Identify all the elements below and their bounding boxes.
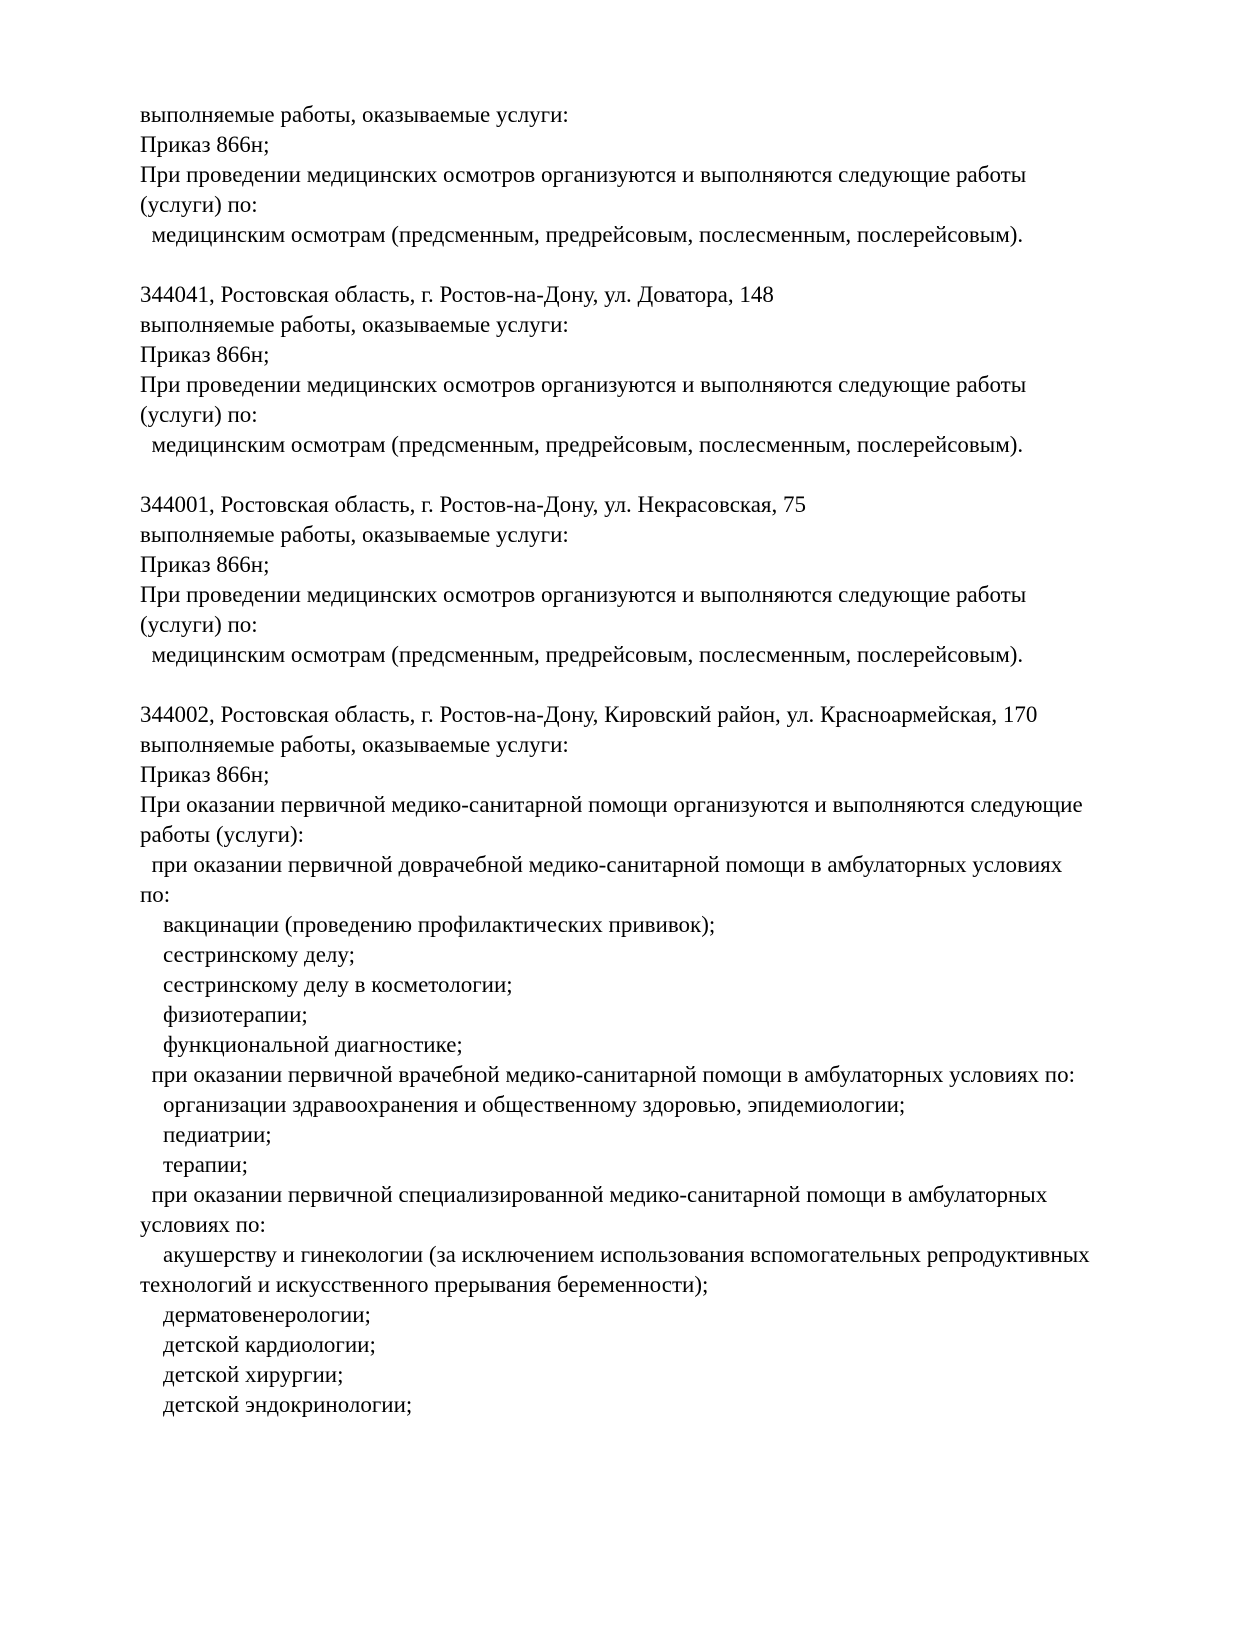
text-line: технологий и искусственного прерывания беременности);	[140, 1272, 709, 1297]
text-line: 344002, Ростовская область, г. Ростов-на-Дону, Кировский район, ул. Красноармейская, 170	[140, 702, 1038, 727]
text-line: медицинским осмотрам (предсменным, предрейсовым, послесменным, послерейсовым).	[140, 222, 1024, 247]
text-line: детской хирургии;	[140, 1362, 344, 1387]
text-line: физиотерапии;	[140, 1002, 308, 1027]
text-line: акушерству и гинекологии (за исключением использования вспомогательных репродуктивных	[140, 1242, 1090, 1267]
text-line: вакцинации (проведению профилактических прививок);	[140, 912, 716, 937]
text-line: выполняемые работы, оказываемые услуги:	[140, 312, 569, 337]
text-line: условиях по:	[140, 1212, 266, 1237]
text-line: медицинским осмотрам (предсменным, предрейсовым, послесменным, послерейсовым).	[140, 642, 1024, 667]
text-line: (услуги) по:	[140, 612, 258, 637]
text-line: сестринскому делу в косметологии;	[140, 972, 513, 997]
text-line: организации здравоохранения и общественному здоровью, эпидемиологии;	[140, 1092, 906, 1117]
text-line: 344041, Ростовская область, г. Ростов-на-Дону, ул. Доватора, 148	[140, 282, 774, 307]
section-address-344002	[140, 700, 1190, 1420]
text-line: 344001, Ростовская область, г. Ростов-на-Дону, ул. Некрасовская, 75	[140, 492, 807, 517]
text-line: При проведении медицинских осмотров организуются и выполняются следующие работы	[140, 162, 1027, 187]
text-line: (услуги) по:	[140, 192, 258, 217]
text-line: при оказании первичной специализированной медико-санитарной помощи в амбулаторных	[140, 1182, 1048, 1207]
text-line: детской кардиологии;	[140, 1332, 376, 1357]
text-line: выполняемые работы, оказываемые услуги:	[140, 102, 569, 127]
text-line: детской эндокринологии;	[140, 1392, 413, 1417]
text-line: при оказании первичной доврачебной медико-санитарной помощи в амбулаторных условиях	[140, 852, 1063, 877]
text-line: выполняемые работы, оказываемые услуги:	[140, 732, 569, 757]
text-line: по:	[140, 882, 171, 907]
text-line: функциональной диагностике;	[140, 1032, 463, 1057]
section-address-344001	[140, 490, 1190, 670]
text-line: сестринскому делу;	[140, 942, 355, 967]
section-intro-continued	[140, 100, 1190, 250]
text-line: Приказ 866н;	[140, 762, 270, 787]
section-address-344041	[140, 280, 1190, 460]
text-line: выполняемые работы, оказываемые услуги:	[140, 522, 569, 547]
text-line: (услуги) по:	[140, 402, 258, 427]
text-line: При проведении медицинских осмотров организуются и выполняются следующие работы	[140, 582, 1027, 607]
text-line: медицинским осмотрам (предсменным, предрейсовым, послесменным, послерейсовым).	[140, 432, 1024, 457]
text-line: Приказ 866н;	[140, 342, 270, 367]
text-line: терапии;	[140, 1152, 248, 1177]
text-line: Приказ 866н;	[140, 552, 270, 577]
text-line: Приказ 866н;	[140, 132, 270, 157]
text-line: При проведении медицинских осмотров организуются и выполняются следующие работы	[140, 372, 1027, 397]
text-line: При оказании первичной медико-санитарной помощи организуются и выполняются следующие	[140, 792, 1083, 817]
text-line: дерматовенерологии;	[140, 1302, 371, 1327]
text-line: педиатрии;	[140, 1122, 272, 1147]
text-line: работы (услуги):	[140, 822, 304, 847]
text-line: при оказании первичной врачебной медико-санитарной помощи в амбулаторных условиях по:	[140, 1062, 1075, 1087]
